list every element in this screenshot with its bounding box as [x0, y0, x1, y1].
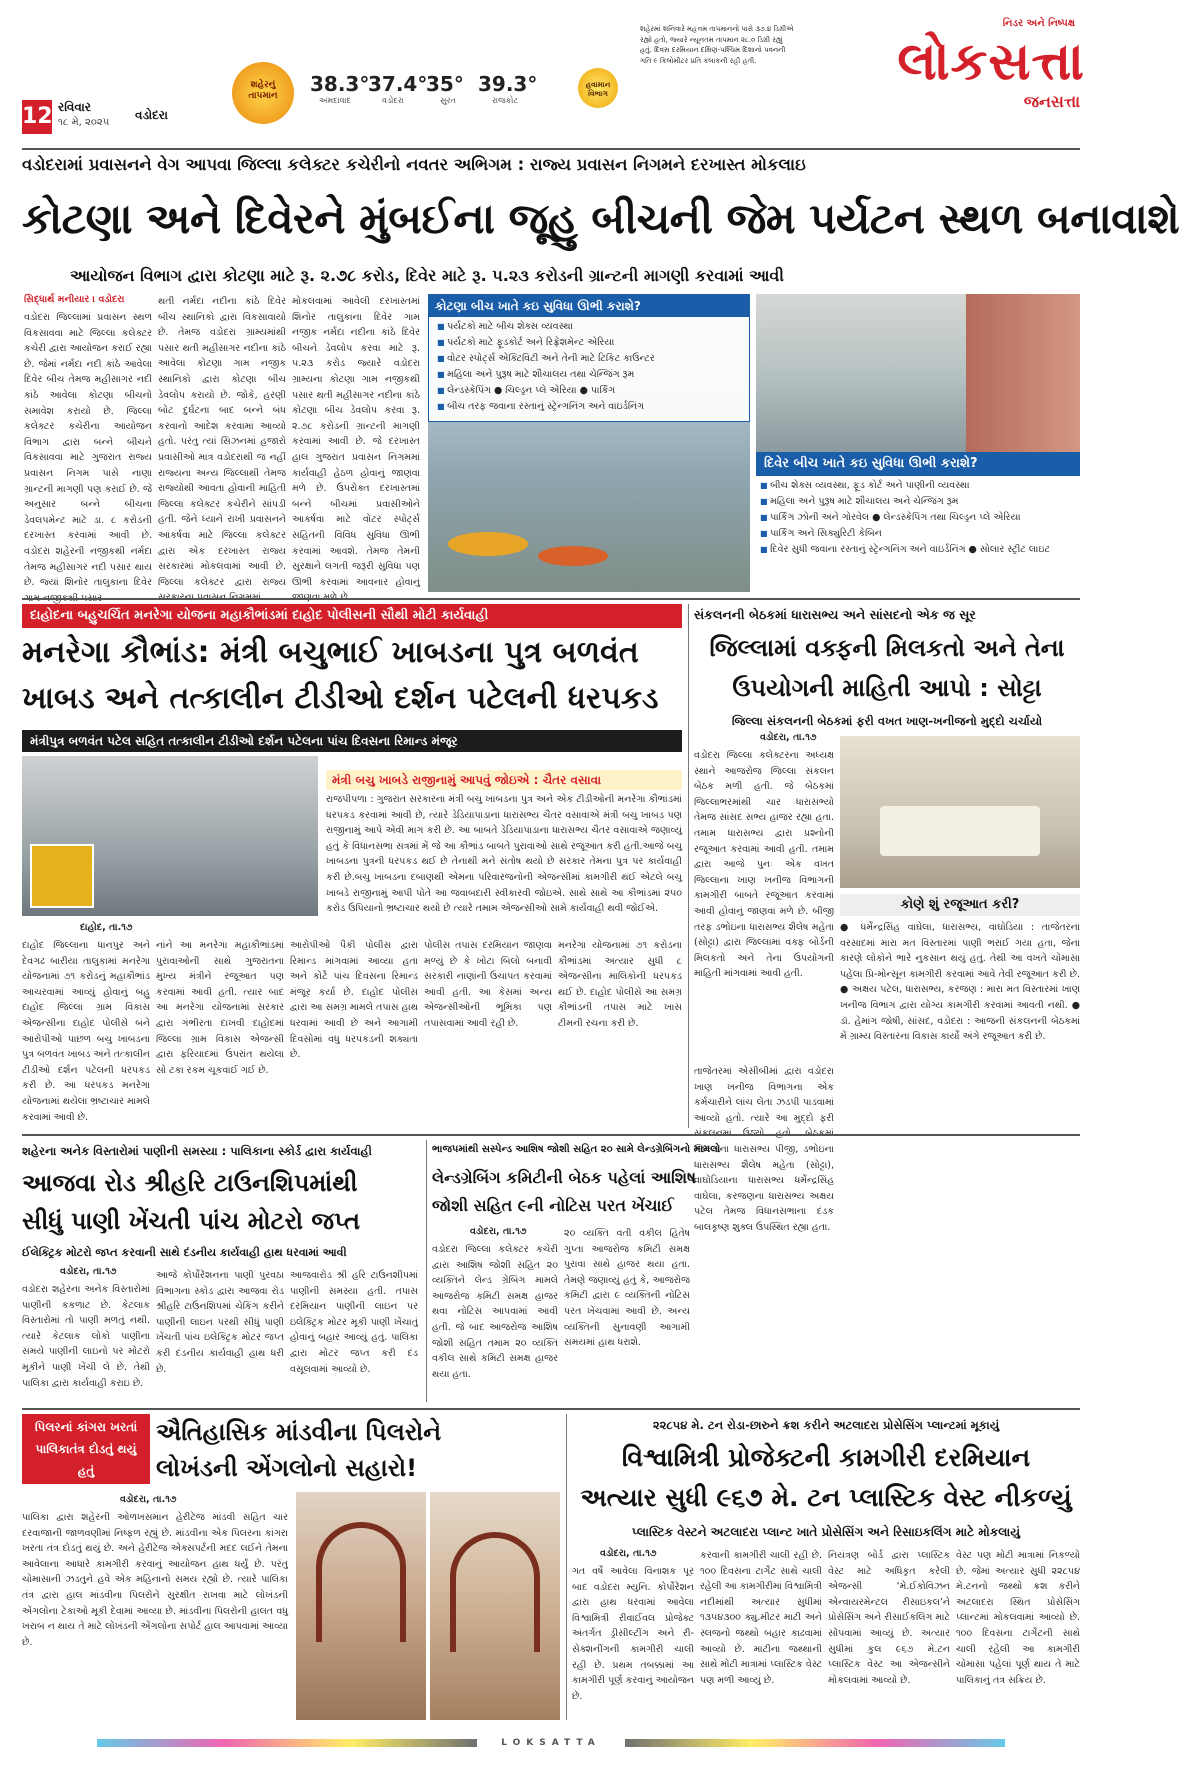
story5-headline-line1: લેન્ડગ્રેબિંગ કમિટીની બેઠક પહેલાં આશિષ [432, 1168, 697, 1187]
sand-shore-shape [966, 294, 1080, 452]
issue-city: વડોદરા [135, 108, 168, 122]
story4-headline-line2: સીધું પાણી ખેંચતી પાંચ મોટરો જપ્ત [22, 1207, 361, 1235]
story2-subhead: મંત્રીપુત્ર બળવંત પટેલ સહિત તત્કાલીન ટીડીઓ દર્શન પટેલના પાંચ દિવસના રિમાન્ડ મંજૂર [22, 730, 682, 752]
issue-day: રવિવાર [58, 100, 92, 114]
story6-dateline: વડોદરા, તા.૧૭ [120, 1494, 177, 1505]
story3-body: વડોદરા જિલ્લા કલેક્ટરના અધ્યક્ષ સ્થાને આજરોજ જિલ્લા સંકલન બેઠક મળી હતી. જે બેઠકમાં જિલ્લાભરમાંથી ચાર ધારાસભ્યો તેમજ સાંસદ સભ્ય હાજર રહ્યા હતા. તમામ ધારાસભ્ય દ્વારા પ્રશ્નોની રજૂઆત કરવામાં આવી હતી. તમામ દ્વારા આજે પુનઃ એક વખત જિલ્લાના ખાણ ખનીજ વિભાગની કામગીરી બાબતે રજૂઆત કરવામાં આવી હોવાનું જાણવા મળે છે. બીજી તરફ ડભોઇના ધારાસભ્ય શૈલેષ મહેતા (સોટ્ટા) દ્વારા જિલ્લામાં વક્ફ બોર્ડની મિલકતો અને તેના ઉપયોગની માહિતી માંગવામાં આવી હતી. [694, 750, 834, 980]
arch-shape [450, 1532, 540, 1652]
column-divider [426, 1140, 427, 1402]
temp-surat: 35° સુરત [426, 72, 464, 105]
story7-body-col3: નિયંત્રણ બોર્ડ દ્વારા પ્લાસ્ટિક વેસ્ટ માટે અધિકૃત કરેલી એજન્સી ‘મે.ઈકોવિઝન એન્વાયરમેન્ટલ રીસાઇકલ’ને પ્રોસેસિંગ અને રીસાઈકલિંગ માટે સોંપવામાં આવ્યું છે. અત્યાર સુધીમાં કુલ ૯૬૭ મે.ટન પ્લાસ્ટિક વેસ્ટ આ એજન્સીને મોકલવામાં આવ્યો છે. [828, 1550, 950, 1686]
story5-kicker: ભાજપમાંથી સસ્પેન્ડ આશિષ જોશી સહિત ૨૦ સામે લેન્ડગ્રેબિંગનો મામલો [432, 1144, 721, 1155]
story2-headline-line2: ખાબડ અને તત્કાલીન ટીડીઓ દર્શન પટેલની ધરપકડ [22, 681, 659, 716]
story4-body-col2: આજે કોર્પોરેશનના પાણી પુરવઠા વિભાગના સ્કોડ દ્વારા આજવા રોડ શ્રીહરિ ટાઉનશિપમાં ચેકિંગ કરીને પાણીની લાઇન પરથી સીધું પાણી ખેંચતી પાંચ ઇલેક્ટ્રિક મોટર જપ્ત કરી દંડનીય કાર્યવાહી હાથ ધરી છે. [156, 1270, 284, 1375]
kotna-facility-list [429, 317, 749, 417]
forecast-text: શહેરમાં શનિવારે મહત્તમ તાપમાનનો પારો ૩૭.૪ ડિગ્રીએ રહ્યો હતો, જ્યારે ન્યૂનતમ તાપમાન ૨૮.૦ ડિગ્રી રહ્યું હતું. દિવસ દરમિયાન દક્ષિણ-પશ્ચિમ દિશાનો પવનની ગતિ ૯ કિલોમીટર પ્રતિ કલાકની રહી હતી. [640, 25, 794, 65]
footer-bar [22, 1736, 1080, 1750]
story2-body-col5: મનરેગા યોજનામાં ૭૧ કરોડના કૌભાંડમાં અત્યાર સુધી ૮ એજન્સીના માલિકોની ધરપકડ થઈ છે. દાહોદ પોલીસે આ સમગ્ર કૌભાંડની તપાસ માટે ખાસ ટીમની રચના કરી છે. [558, 940, 682, 1029]
story3-kicker: સંકલનની બેઠકમાં ધારાસભ્ય અને સાંસદનો એક જ સૂર [694, 607, 976, 622]
story1-byline: સિદ્ધાર્થ મનીયાર । વડોદરા [24, 294, 125, 305]
story6-box-label: પિલરનાં કાંગરા ખરતાં પાલિકાતંત્ર દોડતું થયું હતું [22, 1414, 150, 1484]
issue-date: ૧૮ મે, ૨૦૨૫ [58, 117, 110, 128]
column-divider [688, 604, 689, 1128]
story3-box-text: ● ધર્મેન્દ્રસિંહ વાઘેલા, ધારાસભ્ય, વાઘોડિયા : તાજેતરના વરસાદમાં મારા મત વિસ્તારમાં પાણી ભરાઈ ગયા હતા, જેના કારણે લોકોને ભારે નુકસાન થયું હતું. તેથી આ વખતે ચોમાસા પહેલા પ્રિ-મોન્સૂન કામગીરી કરવામાં આવે તેવી રજૂઆત કરી છે. ● અક્ષય પટેલ, ધારાસભ્ય, કરજણ : મારા મત વિસ્તારમાં ખાણ ખનીજ વિભાગ દ્વારા યોગ્ય કામગીરી કરવામાં આવતી નથી. ● ડૉ. હેમાંગ જોષી, સાંસદ, વડોદરા : આજની સંકલનની બેઠકમાં મેં ગ્રામ્ય વિસ્તારના વિકાસ કાર્યો અંગે રજૂઆત કરી છે. [840, 922, 1080, 1043]
story6-headline-line2: લોખંડની એંગલોનો સહારો! [156, 1454, 418, 1482]
story4-headline-line1: આજવા રોડ શ્રીહરિ ટાઉનશિપમાંથી [22, 1169, 358, 1197]
story7-body-col2: કરવાની કામગીરી ચાલી રહી છે. ૧૦૦ દિવસના ટાર્ગેટ સાથે ચાલી રહેલી આ કામગીરીમાં વિશ્વામિત્રી નદીમાંથી અત્યાર સુધીમાં ૧૩૫૪૩૦૦ ક્યુ.મીટર માટી અને સ્લજનો જથ્થો બહાર કાઢવામાં આવ્યો છે. માટીના જથ્થાની સાથે મોટી માત્રામાં પ્લાસ્ટિક વેસ્ટ પણ મળી આવ્યું છે. [700, 1550, 822, 1686]
story4-body-col1: વડોદરા શહેરના અનેક વિસ્તારોમાં પાણીની કકળાટ છે. કેટલાક વિસ્તારોમાં તો પાણી મળતું નથી. ત્યારે કેટલાક લોકો પાણીના સમયે પાણીની લાઇનો પર મોટરો મૂકીને પાણી ખેંચી લે છે. તેથી પાલિકા દ્વારા કાર્યવાહી કરાઇ છે. [22, 1284, 150, 1389]
story2-body-col4: પોલીસ તપાસ દરમિયાન જાણવા મળ્યું છે કે ખોટા બિલો બનાવી સરકારી નાણાંની ઉચાપત કરવામાં આવી હતી. આ કેસમાં અન્ય એજન્સીઓની ભૂમિકા પણ તપાસવામાં આવી રહી છે. [424, 940, 552, 1029]
column-divider [566, 1414, 567, 1720]
story2-headline-line1: મનરેગા કૌભાંડ: મંત્રી બચુભાઈ ખાબડના પુત્ર બળવંત [22, 635, 639, 670]
story3-meeting-photo [840, 736, 1080, 888]
story4-subhead: ઈલેક્ટ્રિક મોટરો જપ્ત કરવાની સાથે દંડનીય કાર્યવાહી હાથ ધરવામાં આવી [22, 1246, 347, 1259]
kotna-facility-item: ■ વોટર સ્પોર્ટ્સ એક્ટિવિટી અને તેની માટે ટિકિટ કાઉન્ટર [437, 351, 741, 367]
diver-facility-item: ■ પાર્કિંગ ઝોની અને ગોરવેલ ● લેન્ડસ્કેપિંગ તથા ચિલ્ડ્રન પ્લે એરિયા [760, 510, 1080, 526]
meeting-table-shape [880, 806, 1040, 856]
story4-body-col3: આજવારોડ શ્રી હરિ ટાઉનશીપમાં પાણીની સમસ્યા હતી. તપાસ દરમિયાન પાણીની લાઇન પર ઇલેક્ટ્રિક મોટર મૂકી પાણી ખેંચાતું હોવાનું બહાર આવ્યું હતું. પાલિકા દ્વારા મોટર જપ્ત કરી દંડ વસૂલવામાં આવ્યો છે. [290, 1270, 418, 1375]
story7-dateline: વડોદરા, તા.૧૭ [600, 1548, 657, 1559]
temp-vadodara: 37.4° વડોદરા [368, 72, 428, 105]
story5-body-col2: ૨૦ વ્યક્તિ વતી વકીલ હિતેષ ગુપ્તા આજરોજ કમિટી સમક્ષ પુરાવા સાથે હાજર થયા હતા. તેમણે જણાવ્યું હતું કે, આજરોજ કમિટી દ્વારા ૯ વ્યક્તિની નોટિસ પરત ખેંચવામાં આવી છે. અન્ય વ્યક્તિની સુનાવણી આગામી સમયમાં હાથ ધરાશે. [564, 1228, 690, 1349]
kotna-facility-item: ■ બીચ તરફ જવાના રસ્તાનું સ્ટ્રેન્ગનિંગ અને વાઇર્ડનિંગ [437, 399, 741, 415]
story4-dateline: વડોદરા, તા.૧૭ [60, 1266, 117, 1277]
story2-arrest-photo [22, 756, 318, 916]
forecast-badge: હવામાન વિભાગ [585, 80, 611, 98]
story7-body-col1: ગત વર્ષે આવેલા વિનાશક પૂર બાદ વડોદરા મ્યુનિ. કોર્પોરેશન દ્વારા હાથ ધરવામાં આવેલા વિશ્વામિત્રી રીવાઈવલ પ્રોજેક્ટ અંતર્ગત ડ્રીસીલ્ટીંગ અને રી-સેક્શનીંગની કામગીરી ચાલી રહી છે. પ્રથમ તબક્કામાં આ કામગીરી પૂર્ણ કરવાનું આયોજન છે. [572, 1566, 694, 1702]
footer-color-strip [97, 1739, 477, 1747]
story2-dateline: દાહોદ, તા.૧૭ [80, 922, 133, 933]
temperature-badge-label: શહેરનું તાપમાન [248, 80, 278, 101]
story1-body-col1: વડોદરા જિલ્લામાં પ્રવાસન સ્થળ વિકસાવવા માટે જિલ્લા કલેક્ટર કચેરી દ્વારા આયોજન કરાઈ રહ્યા છે. જેમાં નર્મદા નદી કાંઠે આવેલા દિવેર બીચ તેમજ મહીસાગર નદી કાંઠે આવેલા કોટણા બીચનો સમાવેશ કરાયો છે. જિલ્લા કલેક્ટર કચેરીના આયોજન વિભાગ દ્વારા બન્ને બીચને વિકસાવવા માટે ગુજરાત રાજ્ય પ્રવાસન નિગમ પાસે નાણા ગ્રાન્ટની માગણી પણ કરાઈ છે. જે અનુસાર બન્ને બીચના ડેવલપમેન્ટ માટે ડા. ૮ કરોડની દરખાસ્ત કરવામાં આવી છે. વડોદરા શહેરની નજીકથી નર્મદા તેમજ મહીસાગર નદી પસાર થાય છે. જ્યાં શિનોર તાલુકાના દિવેર [24, 312, 152, 589]
story1-body-col2: થતી નર્મદા નદીના કાંઠે દિવેર બીચ સ્થાનિકો દ્વારા વિકસાવાયો છે. તેમજ વડોદરા ગ્રામ્યમાંથી પસાર થતી મહીસાગર નદીના કાંઠે આવેલા કોટણા ગામ નજીક સ્થાનિકો દ્વારા કોટણા બીચ ડેવલોપ કરાયો છે. જોકે, હરણી બોટ દુર્ઘટના બાદ બન્ને બંધ કરવાનો આદેશ કરવામાં આવ્યો હતો. પરંતુ ત્યાં સિઝનમાં હજારો પ્રવાસીઓ માત્ર વડોદરાથી જ નહીં રાજ્યના અન્ય જિલ્લાથી તેમજ રાજ્યોથી આવતા હોવાની માહિતી જિલ્લા કલેક્ટર કચેરીને સાંપડી હતી. જેને ધ્યાને રાખી પ્રવાસનને આકર્ષવા માટે જિલ્લા કલેક્ટર દ્વારા એક દરખાસ્ત રાજ્ય સરકારમાં મોકલવામાં આવી છે. જિલ્લા કલેક્ટર દ્વારા રાજ્ય [158, 296, 286, 588]
story5-headline-line2: જોશી સહિત ૯ની નોટિસ પરત ખેંચાઈ [432, 1196, 674, 1215]
kotna-box-title: કોટણા બીચ ખાતે કઇ સુવિધા ઊભી કરાશે? [429, 295, 749, 317]
diver-facility-item: ■ પાર્કિંગ અને સિક્યુરિટી કેબિન [760, 526, 1080, 542]
story6-body: પાલિકા દ્વારા શહેરની ઓળખસમાન હેરીટેજ માંડવી સહિત ચાર દરવાજાની જાળવણીમાં નિષ્ફળ રહ્યું છે. માંડવીના એક પિલરના કાંગરા ખરતા તંત્ર દોડતું થયું છે. અને હેરીટેજ એક્સપર્ટની મદદ લઈને તેમના આવેલાના આધારે કામગીરી કરવાનું આયોજન હાથ ધર્યું છે. પરંતુ ચોમાસાની ઝડતુને હવે એક મહિનાનો સમય રહ્યો છે. ત્યારે પાલિકા તંત્ર દ્વારા હાલ માંડવીના પિલરોને સુરક્ષીત રાખવા માટે લોખંડની એંગલોના ટેકાઓ મૂકી દેવામાં આવ્યા છે. માંડવીના પિલરોની હાલત વધુ ખરાબ ન થાય તે માટે લોખંડની એંગલોના સપોર્ટ હાલ આપવામાં આવ્યા છે. [22, 1512, 288, 1648]
mandvi-pillar-photo-2 [430, 1492, 560, 1720]
diver-facility-item: ■ દિવેર સુધી જવાના રસ્તાનું સ્ટ્રેન્ગનિંગ અને વાઇર્ડનિંગ ● સોલાર સ્ટ્રીટ લાઇટ [760, 542, 1080, 558]
masthead-divider [22, 148, 1080, 150]
masthead [0, 0, 1100, 129]
story3-subhead: જિલ્લા સંકલનની બેઠકમાં ફરી વખત ખાણ-ખનીજનો મુદ્દો ચર્ચાયો [731, 714, 1043, 728]
story2-quote-text: રાજપીપળા : ગુજરાત સરકારના મંત્રી બચુ ખાબડના પુત્ર અને એક ટીડીઓની મનરેગા કૌભાંડમાં ધરપકડ કરવામાં આવી છે, ત્યારે ડેડિયાપાડાના ધારાસભ્ય ચૈતર વસાવાએ મંત્રી બચુ ખાબડ પણ રાજીનામું આપે એવી માગ કરી છે. આ બાબતે ડેડિયાપાડાના ધારાસભ્ય ચૈતર વસાવાએ જણાવ્યું હતું કે વિધાનસભા સત્રમાં મેં જે આ કૌભાંડ બાબતે પુરાવાઓ સાથે રજૂઆત કરી હતી.આજે બચુ ખાબડના પુત્રની ધરપકડ થઈ છે તેનાથી મને સંતોષ થયો છે સરકાર તેમના પુત્ર પર કાર્યવાહી કરી છે.બચુ ખાબડના દબાણથી એમના પરિવારજનોની એજન્સીમાં કામગીરી થઈ એટલે બચુ ખાબડે રાજીનામું આપી પોતે આ જવાબદારી સ્વીકારવી જોઇએ. સાથે સાથે આ કૌભાંડમાં ૨૫૦ કરોડ ઉપિયાનો ભ્રષ્ટાચાર થયો છે ત્યારે તમામ એજન્સીઓ સામે કાર્યવાહી થવી જોઈએ. [326, 794, 682, 915]
arch-shape [316, 1522, 406, 1642]
diver-facility-item: ■ બીચ શેક્સ વ્યવસ્થા, ફૂડ કોર્ટ અને પાણીની વ્યવસ્થા [760, 478, 1080, 494]
kotna-facility-item: ■ પર્યટકો માટે ફૂડકોર્ટ અને રિફ્રેશમેન્ટ એરિયા [437, 335, 741, 351]
kotna-facility-item: ■ લેન્ડસ્કેપિંગ ● ચિલ્ડ્રન પ્લે એરિયા ● પાર્કિંગ [437, 383, 741, 399]
story2-quote-title: મંત્રી બચુ ખાબડે રાજીનામું આપવું જોઇએ : ચૈતર વસાવા [326, 770, 682, 790]
story7-subhead: પ્લાસ્ટિક વેસ્ટને અટલાદરા પ્લાન્ટ ખાતે પ્રોસેસિંગ અને રિસાઇકલિંગ માટે મોકલાયું [631, 1525, 1021, 1539]
story2-body-col2: નાંને આ મનરેગા મહાકૌભાંડમાં પુરાવાઓની સાથે ગુજરાતના મુખ્ય મંત્રીને રજૂઆત પણ કરવામાં આવી હતી. ત્યાર બાદ આ મનરેગા યોજનામાં સરકાર દ્વારા ગંભીરતા દાખવી દાહોદમાં જિલ્લા ગ્રામ વિકાસ એજન્સી દ્વારા ફરિયાદમાં ઉપરાંત થયેલા સો ટકા રકમ ચૂકવાઈ ગઈ છે. [156, 940, 284, 1076]
story7-body-col4: વેસ્ટ પણ મોટી માત્રામાં નિકળ્યો છે. જેમાં અત્યાર સુધી ૨૨૮૫૪ મે.ટનનો જથ્થો ક્રશ કરીને અટલાદરા સ્થિત પ્રોસેસિંગ પ્લાન્ટમાં મોકલવામાં આવ્યો છે. ૧૦૦ દિવસના ટાર્ગેટની સાથે ચાલી રહેલી આ કામગીરી ચોમાસા પહેલાં પૂર્ણ થાય તે માટે પાલિકાનું તંત્ર સક્રિય છે. [956, 1550, 1080, 1686]
mandvi-pillar-photo-1 [296, 1492, 426, 1720]
story1-kicker: વડોદરામાં પ્રવાસનને વેગ આપવા જિલ્લા કલેક્ટર કચેરીનો નવતર અભિગમ : રાજ્ય પ્રવાસન નિગમને દરખાસ્ત મોકલાઇ [22, 155, 806, 174]
story3-box-title: કોણે શું રજૂઆત કરી? [840, 894, 1080, 916]
story2-body-col1: દાહોદ જિલ્લાના ધાનપુર અને દેવગઢ બારીયા તાલુકામાં મનરેગા યોજનામાં ૭૧ કરોડનું મહાકૌભાંડ આચરવામાં આવ્યું હોવાનું બહુ દાહોદ જિલ્લા ગ્રામ વિકાસ એજન્સીના દાહોદ પોલીસે બંને આરોપીઓ પાછળ બચુ ખાબડના પુત્ર બળવંત ખાબડ અને તત્કાલીન ટીડીઓ દર્શન પટેલની ધરપકડ કરી છે. આ ધરપકડ મનરેગા યોજનામાં થયેલા ભ્રષ્ટાચાર મામલે કરવામાં આવી છે. [22, 940, 150, 1123]
story5-dateline: વડોદરા, તા.૧૭ [470, 1226, 527, 1237]
temperature-list [310, 72, 540, 122]
section-divider [22, 1408, 1080, 1410]
portrait-inset [30, 844, 94, 908]
boats-shape [538, 546, 608, 566]
story7-headline-line2: અત્યાર સુધી ૯૬૭ મે. ટન પ્લાસ્ટિક વેસ્ટ નીકળ્યું [580, 1483, 1072, 1512]
story6-headline-line1: ઐતિહાસિક માંડવીના પિલરોને [156, 1418, 442, 1446]
story1-subhead: આયોજન વિભાગ દ્વારા કોટણા માટે રૂ. ૨.૭૮ કરોડ, દિવેર માટે રૂ. ૫.૨૩ કરોડની ગ્રાન્ટની માગણી કરવામાં આવી [70, 266, 784, 285]
boats-shape [448, 532, 528, 556]
story7-kicker: ૨૨૮૫૪ મે. ટન રોડા-છારુને ક્રશ કરીને અટલાદરા પ્રોસેસિંગ પ્લાન્ટમાં મૂકાયું [652, 1418, 1000, 1432]
diver-facility-item: ■ મહિલા અને પુરૂષ માટે શૌચાલય અને ચેન્જિંગ રૂમ [760, 494, 1080, 510]
kotna-facility-item: ■ મહિલા અને પુરૂષ માટે શૌચાલય તથા ચેન્જિંગ રૂમ [437, 367, 741, 383]
story3-bottom-text: તાજેતરમાં એસીબીમાં દ્વારા વડોદરા ખાણ ખનીજ વિભાગના એક કર્મચારીને લાંચ લેતા ઝડપી પાડવામાં આવ્યો હતો. ત્યારે આ મુદ્દો ફરી જિલ્લાના ધારાસભ્ય પીજી, ડભોઇના ધારાસભ્ય શૈલેષ મહેતા (સોટ્ટા), વાઘોડિયાના ધારાસભ્ય ધર્મેન્દ્રસિંહ વાઘેલા, કરજણના ધારાસભ્ય અક્ષય પટેલ તેમજ વિધાનસભાના દંડક બાલકૃષ્ણ શુક્લ ઉપસ્થિત રહ્યા હતા. [694, 1066, 834, 1233]
story3-headline-line1: જિલ્લામાં વક્ફની મિલકતો અને તેના [709, 634, 1065, 662]
story1-body-col3: મોકલવામાં આવેલી દરખાસ્તમાં શિનોર તાલુકાના દિવેર ગામ નજીક નર્મદા નદીના કાંઠે દિવેર બીચને ડેવલોપ કરવા માટે રૂ. ૫.૨૩ કરોડ જ્યારે વડોદરા ગ્રામ્યના કોટણા ગામ નજીકથી પસાર થતી મહીસાગર નદીના કાંઠે કોટણા બીચ ડેવલોપ કરવા રૂ. ૨.૭૮ કરોડની ગ્રાન્ટની માગણી કરવામાં આવી છે. જે દરખાસ્ત હાલ ગુજરાત પ્રવાસન નિગમમાં કાર્યવાહી હેઠળ હોવાનું જાણવા મળે છે. ઉપરોક્ત દરખાસ્તમાં બન્ને બીચમાં પ્રવાસીઓને આકર્ષવા માટે વોટર સ્પોર્ટ્સ સહિતની વિવિધ સુવિધા ઊભી કરવામાં આવશે. તેમજ તેમની સુરક્ષાને લગતી જરૂરી સુવિધા પણ ઊભી કરવામાં આવનાર હોવાનું [292, 296, 420, 588]
section-divider [22, 598, 1080, 600]
newspaper-logo: લોકસત્તા [897, 32, 1085, 92]
story2-kicker: દાહોદના બહુચર્ચિત મનરેગા યોજના મહાકૌભાંડમાં દાહોદ પોલીસની સૌથી મોટી કાર્યવાહી [22, 604, 682, 628]
temp-ahmedabad: 38.3° અમદાવાદ [310, 72, 370, 105]
footer-color-strip [625, 1739, 1005, 1747]
story5-body-col1: વડોદરા જિલ્લા કલેક્ટર કચેરી દ્વારા આશિષ જોશી સહિત ૨૦ વ્યક્તિને લેન્ડ ગ્રેબિંગ મામલે આજરોજ કમિટી સમક્ષ હાજર થવા નોટિસ આપવામાં આવી હતી. જે બાદ આજરોજ આશિષ જોશી સહિત તમામ ૨૦ વ્યક્તિ વકીલ સાથે કમિટી સમક્ષ હાજર થયા હતા. [432, 1244, 558, 1380]
temp-rajkot: 39.3° રાજકોટ [478, 72, 538, 105]
logo-subtitle: જનસત્તા [1023, 92, 1080, 111]
kotna-beach-photo [428, 294, 750, 592]
story2-body-col3: આરોપીઓ પૈકી પોલીસ દ્વારા રિમાન્ડ માંગવામાં આવ્યા હતા અને કોર્ટે પાંચ દિવસના રિમાન્ડ મંજૂર કર્યા છે. દાહોદ પોલીસ દ્વારા આ સમગ્ર મામલે તપાસ હાથ ધરવામાં આવી છે અને આગામી દિવસોમાં વધુ ધરપકડની શક્યતા છે. [290, 940, 418, 1061]
diver-facility-list [760, 478, 1080, 558]
story7-headline-line1: વિશ્વામિત્રી પ્રોજેક્ટની કામગીરી દરમિયાન [621, 1443, 1031, 1472]
logo-tagline: નિડર અને નિષ્પક્ષ [1002, 18, 1075, 29]
story3-dateline: વડોદરા, તા.૧૭ [760, 732, 817, 743]
section-divider [22, 1134, 1080, 1136]
story4-kicker: શહેરના અનેક વિસ્તારોમાં પાણીની સમસ્યા : પાલિકાના સ્કોર્ડ દ્વારા કાર્યવાહી [22, 1144, 372, 1158]
diver-beach-photo [756, 294, 1080, 452]
kotna-facility-box [428, 294, 750, 422]
diver-box-title: દિવેર બીચ ખાતે કઇ સુવિધા ઊભી કરાશે? [756, 452, 1080, 476]
kotna-facility-item: ■ પર્યટકો માટે બીચ શેક્સ વ્યવસ્થા [437, 319, 741, 335]
story1-headline: કોટણા અને દિવેરને મુંબઈના જૂહુ બીચની જેમ પર્યટન સ્થળ બનાવાશે [22, 194, 1179, 243]
footer-brand: LOKSATTA [501, 1738, 601, 1748]
page-number: 12 [22, 100, 52, 134]
story3-headline-line2: ઉપયોગની માહિતી આપો : સોટ્ટા [732, 674, 1042, 702]
